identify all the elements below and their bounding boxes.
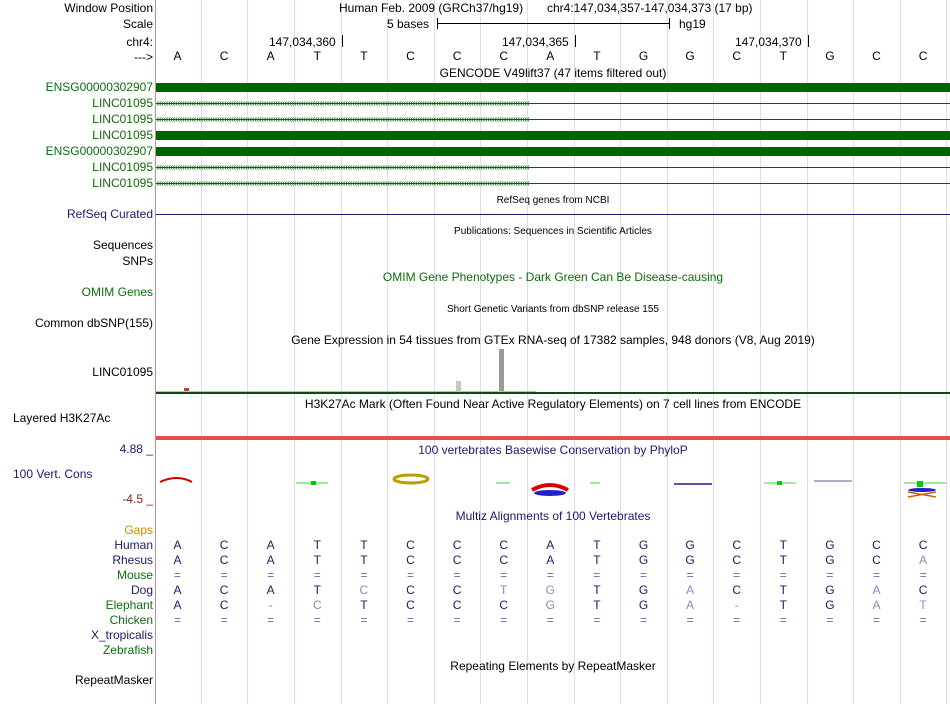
track-panel[interactable] <box>156 0 950 704</box>
gene-feature-1[interactable] <box>156 83 950 92</box>
species-label-zebrafish[interactable]: Zebrafish <box>102 643 153 657</box>
label-gene-4[interactable]: LINC01095 <box>92 128 153 142</box>
alignment-base: T <box>779 598 787 612</box>
refseq-feature-line[interactable] <box>156 214 950 215</box>
alignment-base: C <box>732 538 742 552</box>
alignment-base: T <box>500 583 508 597</box>
phylop-mark-11 <box>777 481 782 485</box>
alignment-base: C <box>406 583 415 597</box>
alignment-base: T <box>593 553 601 567</box>
alignment-base: A <box>266 583 275 597</box>
label-gene-2[interactable]: LINC01095 <box>92 96 153 110</box>
alignment-base: T <box>779 553 787 567</box>
window-position-text: chr4:147,034,357-147,034,373 (17 bp) <box>547 1 753 15</box>
alignment-base: A <box>266 538 275 552</box>
alignment-base: G <box>638 583 649 597</box>
alignment-base: T <box>593 598 601 612</box>
label-phylop-max: 4.88 _ <box>119 442 153 456</box>
alignment-base: G <box>545 598 555 612</box>
alignment-base: T <box>313 538 321 552</box>
alignment-base: G <box>685 553 695 567</box>
gtex-bar-mid[interactable] <box>456 381 461 391</box>
alignment-base: T <box>313 553 321 567</box>
species-label-mouse[interactable]: Mouse <box>116 568 153 582</box>
alignment-base: C <box>732 553 742 567</box>
phylop-logos <box>156 470 950 500</box>
gencode-track-title[interactable]: GENCODE V49lift37 (47 items filtered out) <box>439 66 667 80</box>
alignment-base: = <box>593 568 601 582</box>
alignment-base: = <box>872 613 880 627</box>
alignment-base: A <box>686 598 695 612</box>
dna-base: G <box>825 49 835 63</box>
alignment-base: T <box>593 538 601 552</box>
alignment-base: C <box>219 538 229 552</box>
label-sequences[interactable]: Sequences <box>92 238 153 252</box>
label-repeatmasker[interactable]: RepeatMasker <box>74 673 153 687</box>
gene-feature-3[interactable]: ‹‹‹‹‹‹‹‹‹‹‹‹‹‹‹‹‹‹‹‹‹‹‹‹‹‹‹‹‹‹‹‹‹‹‹‹‹‹‹‹‹‹‹‹‹‹‹‹‹‹‹‹‹‹‹‹‹‹‹‹‹‹‹‹‹‹‹‹‹‹‹‹‹‹‹‹‹‹‹‹‹‹‹‹‹‹‹‹‹‹‹‹‹‹‹‹‹‹‹‹‹‹‹‹‹‹‹‹‹‹‹‹‹‹‹‹‹‹‹‹‹‹‹‹‹‹‹‹‹‹‹‹‹‹‹‹‹‹‹‹‹‹‹‹‹‹‹‹‹‹‹‹‹‹‹‹‹‹‹‹ <box>156 115 529 124</box>
dna-base: T <box>360 49 368 63</box>
alignment-base: = <box>733 568 741 582</box>
phylop-mark-7 <box>534 490 566 496</box>
alignment-base: - <box>268 598 273 612</box>
label-gene-1[interactable]: ENSG00000302907 <box>45 80 153 94</box>
label-strand-arrow[interactable]: ---> <box>134 50 153 64</box>
alignment-base: = <box>639 568 647 582</box>
alignment-base: = <box>267 568 275 582</box>
alignment-base: = <box>686 613 694 627</box>
label-phylop[interactable]: 100 Vert. Cons <box>13 467 93 481</box>
alignment-base: = <box>872 568 880 582</box>
phylop-mark-1 <box>160 478 192 482</box>
alignment-base: G <box>638 553 649 567</box>
dna-base: C <box>872 49 881 63</box>
dna-base: C <box>732 49 742 63</box>
label-dbsnp[interactable]: Common dbSNP(155) <box>34 316 153 330</box>
label-chrom: chr4: <box>126 35 153 49</box>
alignment-base: A <box>266 553 275 567</box>
coord-tick-3 <box>808 35 809 47</box>
alignment-base: = <box>220 568 228 582</box>
species-label-rhesus[interactable]: Rhesus <box>112 553 153 567</box>
alignment-base: = <box>313 613 321 627</box>
alignment-base: T <box>779 538 787 552</box>
alignment-base: A <box>872 583 881 597</box>
label-gaps[interactable]: Gaps <box>124 523 153 537</box>
label-gene-6[interactable]: LINC01095 <box>92 160 153 174</box>
alignment-base: C <box>359 583 369 597</box>
label-gene-3[interactable]: LINC01095 <box>92 112 153 126</box>
phylop-mark-15 <box>908 488 936 492</box>
alignment-base: A <box>919 553 928 567</box>
dna-base: T <box>779 49 787 63</box>
alignment-base: = <box>779 613 787 627</box>
alignment-base: = <box>639 613 647 627</box>
alignment-base: = <box>546 613 554 627</box>
repeatmasker-track-title[interactable]: Repeating Elements by RepeatMasker <box>450 659 656 673</box>
alignment-base: C <box>406 598 415 612</box>
dna-base: A <box>266 49 275 63</box>
alignment-base: C <box>499 553 509 567</box>
h3k27ac-track-title[interactable]: H3K27Ac Mark (Often Found Near Active Regulatory Elements) on 7 cell lines from ENCODE <box>304 397 802 411</box>
gene-feature-6[interactable]: ‹‹‹‹‹‹‹‹‹‹‹‹‹‹‹‹‹‹‹‹‹‹‹‹‹‹‹‹‹‹‹‹‹‹‹‹‹‹‹‹‹‹‹‹‹‹‹‹‹‹‹‹‹‹‹‹‹‹‹‹‹‹‹‹‹‹‹‹‹‹‹‹‹‹‹‹‹‹‹‹‹‹‹‹‹‹‹‹‹‹‹‹‹‹‹‹‹‹‹‹‹‹‹‹‹‹‹‹‹‹‹‹‹‹‹‹‹‹‹‹‹‹‹‹‹‹‹‹‹‹‹‹‹‹‹‹‹‹‹‹‹‹‹‹‹‹‹‹‹‹‹‹‹‹‹‹‹‹‹‹ <box>156 163 529 172</box>
multiz-track-title[interactable]: Multiz Alignments of 100 Vertebrates <box>455 509 651 523</box>
label-phylop-min: -4.5 _ <box>122 492 153 506</box>
assembly-title: Human Feb. 2009 (GRCh37/hg19) <box>339 1 524 15</box>
label-gene-5[interactable]: ENSG00000302907 <box>45 144 153 158</box>
gtex-track-title[interactable]: Gene Expression in 54 tissues from GTEx RNA-seq of 17382 samples, 948 donors (V8, Aug 2019) <box>291 333 815 347</box>
phylop-track-title[interactable]: 100 vertebrates Basewise Conservation by PhyloP <box>418 443 688 457</box>
label-window-position: Window Position <box>64 1 153 15</box>
alignment-base: - <box>734 598 739 612</box>
alignment-base: C <box>918 538 928 552</box>
alignment-base: = <box>919 568 927 582</box>
refseq-track-title[interactable]: RefSeq genes from NCBI <box>496 195 610 206</box>
alignment-base: = <box>546 568 554 582</box>
alignment-base: C <box>406 553 415 567</box>
dna-base: G <box>638 49 649 63</box>
alignment-base: C <box>452 583 462 597</box>
alignment-base: = <box>919 613 927 627</box>
alignment-base: C <box>312 598 322 612</box>
alignment-base: = <box>500 568 508 582</box>
dna-base: C <box>499 49 509 63</box>
dna-base: C <box>918 49 928 63</box>
coord-tick-1 <box>342 35 343 47</box>
alignment-base: G <box>638 538 649 552</box>
dna-base: C <box>219 49 229 63</box>
alignment-base: = <box>733 613 741 627</box>
alignment-base: C <box>452 553 462 567</box>
alignment-base: C <box>452 598 462 612</box>
track-labels <box>0 0 155 704</box>
label-h3k27ac[interactable]: Layered H3K27Ac <box>13 411 111 425</box>
alignment-base: A <box>173 583 182 597</box>
dna-base: T <box>313 49 321 63</box>
gene-feature-5[interactable] <box>156 147 950 156</box>
scale-text: 5 bases <box>387 17 430 31</box>
gene-feature-2[interactable]: ‹‹‹‹‹‹‹‹‹‹‹‹‹‹‹‹‹‹‹‹‹‹‹‹‹‹‹‹‹‹‹‹‹‹‹‹‹‹‹‹‹‹‹‹‹‹‹‹‹‹‹‹‹‹‹‹‹‹‹‹‹‹‹‹‹‹‹‹‹‹‹‹‹‹‹‹‹‹‹‹‹‹‹‹‹‹‹‹‹‹‹‹‹‹‹‹‹‹‹‹‹‹‹‹‹‹‹‹‹‹‹‹‹‹‹‹‹‹‹‹‹‹‹‹‹‹‹‹‹‹‹‹‹‹‹‹‹‹‹‹‹‹‹‹‹‹‹‹‹‹‹‹‹‹‹‹‹‹‹‹ <box>156 99 529 108</box>
coord-label-3: 147,034,370 <box>735 35 802 49</box>
species-label-x_tropicalis[interactable]: X_tropicalis <box>90 628 153 642</box>
scale-db: hg19 <box>679 17 706 31</box>
h3k27ac-signal[interactable] <box>156 436 950 440</box>
alignment-base: = <box>453 568 461 582</box>
alignment-base: = <box>686 568 694 582</box>
alignment-base: = <box>453 613 461 627</box>
alignment-base: G <box>825 598 835 612</box>
alignment-base: G <box>685 538 695 552</box>
alignment-base: = <box>267 613 275 627</box>
label-omim[interactable]: OMIM Genes <box>81 285 153 299</box>
alignment-base: = <box>360 568 368 582</box>
alignment-base: G <box>545 583 555 597</box>
species-label-elephant[interactable]: Elephant <box>105 598 153 612</box>
alignment-base: C <box>452 538 462 552</box>
alignment-base: A <box>546 538 555 552</box>
alignment-base: C <box>918 583 928 597</box>
alignment-base: A <box>686 583 695 597</box>
alignment-base: G <box>825 553 835 567</box>
dna-base: C <box>452 49 462 63</box>
alignment-base: T <box>919 598 927 612</box>
alignment-base: A <box>173 598 182 612</box>
alignment-base: = <box>593 613 601 627</box>
coord-label-1: 147,034,360 <box>269 35 336 49</box>
alignment-base: = <box>406 613 414 627</box>
scale-bar-left-tick <box>437 18 438 29</box>
alignment-base: A <box>173 553 182 567</box>
dna-base: C <box>406 49 415 63</box>
alignment-base: A <box>872 598 881 612</box>
alignment-base: C <box>872 538 881 552</box>
label-scale: Scale <box>122 17 153 31</box>
species-label-human[interactable]: Human <box>114 538 153 552</box>
species-label-chicken[interactable]: Chicken <box>109 613 153 627</box>
alignment-base: = <box>826 568 834 582</box>
alignment-base: G <box>825 583 835 597</box>
alignment-base: = <box>360 613 368 627</box>
publications-track-title[interactable]: Publications: Sequences in Scientific Articles <box>454 226 652 237</box>
phylop-mark-3 <box>311 481 316 485</box>
scale-bar-right-tick <box>669 18 670 29</box>
scale-bar <box>437 23 669 24</box>
phylop-mark-14 <box>917 481 923 487</box>
label-gtex[interactable]: LINC01095 <box>92 365 153 379</box>
alignment-base: C <box>406 538 415 552</box>
alignment-base: T <box>360 538 368 552</box>
alignment-base: = <box>779 568 787 582</box>
dna-base: G <box>685 49 695 63</box>
alignment-base: C <box>219 583 229 597</box>
phylop-mark-4 <box>394 475 428 483</box>
label-gene-7[interactable]: LINC01095 <box>92 176 153 190</box>
gene-feature-4[interactable] <box>156 131 950 140</box>
alignment-base: C <box>499 538 509 552</box>
label-snps[interactable]: SNPs <box>122 254 153 268</box>
phylop-mark-6 <box>532 485 568 490</box>
dna-base: A <box>546 49 555 63</box>
alignment-base: G <box>638 598 649 612</box>
alignment-base: C <box>732 583 742 597</box>
coord-tick-2 <box>575 35 576 47</box>
alignment-base: = <box>826 613 834 627</box>
gtex-bar-tall[interactable] <box>499 349 504 391</box>
coord-label-2: 147,034,365 <box>502 35 569 49</box>
alignment-base: T <box>360 553 368 567</box>
dbsnp-track-title[interactable]: Short Genetic Variants from dbSNP release 155 <box>447 304 659 315</box>
alignment-base: C <box>219 598 229 612</box>
alignment-base: = <box>173 568 181 582</box>
phylop-mark-16 <box>908 492 936 497</box>
alignment-base: T <box>313 583 321 597</box>
alignment-base: A <box>546 553 555 567</box>
alignment-base: = <box>313 568 321 582</box>
alignment-base: C <box>499 598 509 612</box>
gene-feature-7[interactable]: ‹‹‹‹‹‹‹‹‹‹‹‹‹‹‹‹‹‹‹‹‹‹‹‹‹‹‹‹‹‹‹‹‹‹‹‹‹‹‹‹‹‹‹‹‹‹‹‹‹‹‹‹‹‹‹‹‹‹‹‹‹‹‹‹‹‹‹‹‹‹‹‹‹‹‹‹‹‹‹‹‹‹‹‹‹‹‹‹‹‹‹‹‹‹‹‹‹‹‹‹‹‹‹‹‹‹‹‹‹‹‹‹‹‹‹‹‹‹‹‹‹‹‹‹‹‹‹‹‹‹‹‹‹‹‹‹‹‹‹‹‹‹‹‹‹‹‹‹‹‹‹‹‹‹‹‹‹‹‹‹ <box>156 179 529 188</box>
omim-track-title[interactable]: OMIM Gene Phenotypes - Dark Green Can Be Disease-causing <box>382 270 724 284</box>
dna-base: A <box>173 49 182 63</box>
alignment-base: = <box>406 568 414 582</box>
alignment-base: C <box>219 553 229 567</box>
alignment-base: = <box>500 613 508 627</box>
alignment-base: C <box>872 553 881 567</box>
gtex-track-bottom <box>156 392 950 394</box>
alignment-base: = <box>220 613 228 627</box>
alignment-base: T <box>779 583 787 597</box>
alignment-base: A <box>173 538 182 552</box>
alignment-base: T <box>593 583 601 597</box>
label-refseq[interactable]: RefSeq Curated <box>66 207 153 221</box>
dna-base: T <box>593 49 601 63</box>
alignment-base: = <box>173 613 181 627</box>
alignment-base: T <box>360 598 368 612</box>
species-label-dog[interactable]: Dog <box>130 583 153 597</box>
alignment-base: G <box>825 538 835 552</box>
